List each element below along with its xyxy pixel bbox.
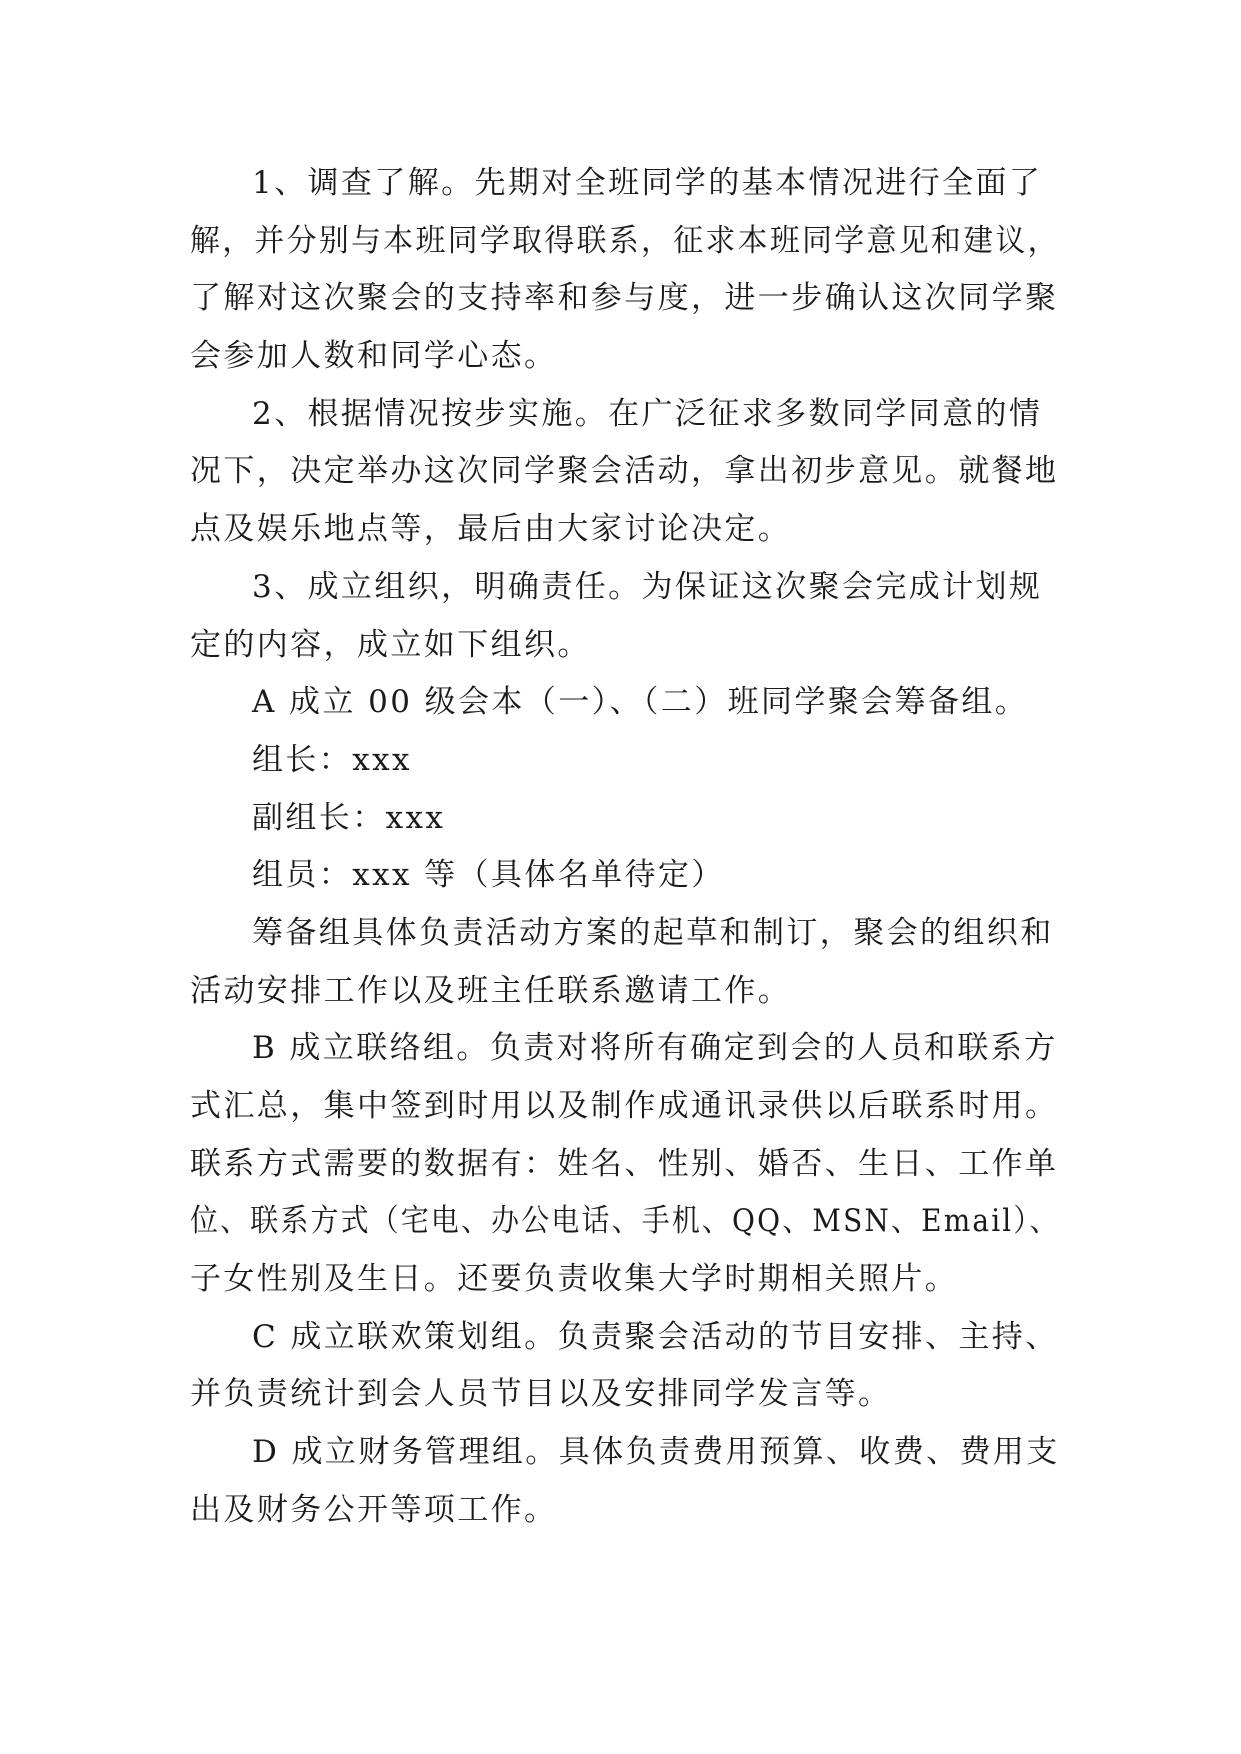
text-line: 副组长：xxx [252,800,446,836]
text-line: 式汇总，集中签到时用以及制作成通讯录供以后联系时用。 [190,1088,1059,1124]
text-line: B 成立联络组。负责对将所有确定到会的人员和联系方 [252,1030,1058,1066]
text-line: 活动安排工作以及班主任联系邀请工作。 [190,973,792,1009]
text-line: 位、联系方式（宅电、办公电话、手机、QQ、MSN、Email）、 [190,1203,1060,1239]
text-line: 2、根据情况按步实施。在广泛征求多数同学同意的情 [252,396,1043,432]
text-line: 出及财务公开等项工作。 [190,1492,558,1528]
text-line: 点及娱乐地点等，最后由大家讨论决定。 [190,511,792,547]
text-line: 筹备组具体负责活动方案的起草和制订，聚会的组织和 [252,915,1054,951]
text-line: 1、调查了解。先期对全班同学的基本情况进行全面了 [252,165,1043,201]
text-line: 联系方式需要的数据有：姓名、性别、婚否、生日、工作单 [190,1146,1059,1182]
text-line: 并负责统计到会人员节目以及安排同学发言等。 [190,1376,892,1412]
text-line: C 成立联欢策划组。负责聚会活动的节目安排、主持、 [252,1319,1059,1355]
text-line: 了解对这次聚会的支持率和参与度，进一步确认这次同学聚 [190,280,1059,316]
text-line: 组长：xxx [252,742,412,778]
text-line: 解，并分别与本班同学取得联系，征求本班同学意见和建议， [190,223,1060,259]
text-line: D 成立财务管理组。具体负责费用预算、收费、费用支 [252,1434,1060,1470]
text-line: A 成立 00 级会本（一）、（二）班同学聚会筹备组。 [252,684,1029,720]
text-line: 定的内容，成立如下组织。 [190,627,591,663]
text-line: 组员：xxx 等（具体名单待定） [252,857,725,893]
text-line: 况下，决定举办这次同学聚会活动，拿出初步意见。就餐地 [190,453,1059,489]
text-line: 子女性别及生日。还要负责收集大学时期相关照片。 [190,1261,959,1297]
text-line: 3、成立组织，明确责任。为保证这次聚会完成计划规 [252,569,1043,605]
text-line: 会参加人数和同学心态。 [190,338,558,374]
